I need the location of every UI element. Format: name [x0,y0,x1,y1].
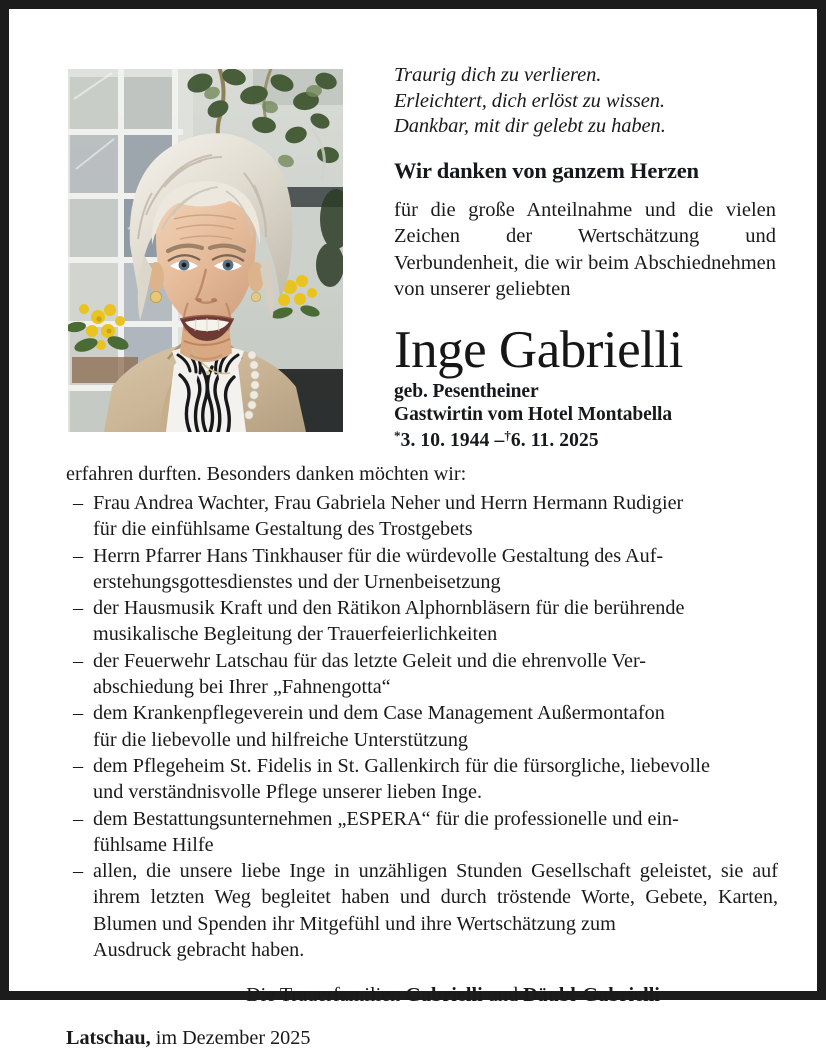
list-item-tail: für die einfühlsame Gestaltung des Trostgebets [93,518,473,541]
list-item-tail: fühlsame Hilfe [93,833,214,856]
families-conjunction: und [482,984,524,1007]
notice-inner [9,9,817,1050]
bullet-dash: – [73,544,84,567]
list-item-main: dem Krankenpflegeverein und dem Case Management Außermontafon [93,702,665,725]
list-item-tail: erstehungsgottesdienstes und der Urnenbeisetzung [93,570,501,593]
list-item-main: der Hausmusik Kraft und den Rätikon Alphornbläsern für die berührende [93,597,685,620]
list-item-main: der Feuerwehr Latschau für das letzte Geleit und die ehrenvolle Ver- [93,649,647,672]
place-name: Latschau, [66,1027,151,1050]
list-item-main: Frau Andrea Wachter, Frau Gabriela Neher und Herrn Hermann Rudigier [93,492,684,514]
death-symbol: † [504,427,511,443]
verse-line-3: Dankbar, mit dir gelebt zu haben. [394,115,666,137]
list-item [66,595,778,648]
memorial-verse [394,63,776,140]
list-item-tail: Ausdruck gebracht haben. [93,939,305,962]
list-item [66,858,778,963]
bullet-dash: – [73,860,84,883]
family-name-1: Gabrielli [405,984,483,1007]
notice-date: im Dezember 2025 [150,1027,311,1050]
place-date-line [66,1025,778,1051]
list-item-tail: für die liebevolle und hilfreiche Unterstützung [93,728,469,751]
list-item [66,753,778,806]
family-name-2: Däubl-Gabrielli [523,984,660,1007]
list-item [66,648,778,701]
deceased-details [394,380,776,427]
thanks-list [66,490,778,963]
deceased-name: Inge Gabrielli [394,320,683,379]
bullet-dash: – [73,649,84,672]
death-date: 6. 11. 2025 [510,429,599,451]
list-item-tail: und verständnisvolle Pflege unserer lieben Inge. [93,781,483,804]
birth-symbol: * [394,427,401,443]
bullet-dash: – [73,702,84,725]
occupation: Gastwirtin vom Hotel Montabella [394,404,672,425]
date-separator: – [494,429,505,451]
bullet-dash: – [73,807,84,830]
thanks-heading: Wir danken von ganzem Herzen [394,157,699,183]
portrait-photo-image [68,69,343,432]
header-text-column [394,63,776,453]
top-section [9,9,817,451]
portrait-photo [68,69,343,432]
verse-line-1: Traurig dich zu verlieren. [394,64,602,86]
families-line [66,982,778,1008]
list-item-tail: musikalische Begleitung der Trauerfeierlichkeiten [93,623,498,646]
maiden-name: geb. Pesentheiner [394,380,539,402]
bullet-dash: – [73,492,84,514]
bullet-dash: – [73,597,84,620]
list-item [66,700,778,753]
list-item-main: dem Pflegeheim St. Fidelis in St. Gallenkirch für die fürsorgliche, liebevolle [93,754,710,777]
list-item [66,490,778,543]
list-item-main: allen, die unsere liebe Inge in unzähligen Stunden Gesellschaft geleistet, sie auf ihrem letzten Weg begleitet haben und durch tröstende Worte, Gebete, Karten, Blumen und Spenden ihr Mitgefühl und ihre Wertschätzung zum [93,860,778,935]
lead-line: erfahren durften. Besonders danken möchten wir: [66,463,467,485]
list-item-main: Herrn Pfarrer Hans Tinkhauser für die würdevolle Gestaltung des Auf- [93,544,664,567]
list-item [66,543,778,596]
intro-paragraph: für die große Anteilnahme und die vielen Zeichen der Wertschätzung und Verbundenheit, die wir beim Abschiednehmen von unserer geliebten [394,198,776,300]
body-section [66,461,778,1051]
verse-line-2: Erleichtert, dich erlöst zu wissen. [394,89,665,112]
life-dates [394,429,776,453]
list-item [66,806,778,859]
list-item-tail: abschiedung bei Ihrer „Fahnengotta“ [93,676,391,699]
birth-date: 3. 10. 1944 [400,429,490,451]
families-prefix: Die Trauerfamilien [246,984,406,1007]
list-item-main: dem Bestattungsunternehmen „ESPERA“ für die professionelle und ein- [93,807,679,830]
bullet-dash: – [73,754,84,777]
